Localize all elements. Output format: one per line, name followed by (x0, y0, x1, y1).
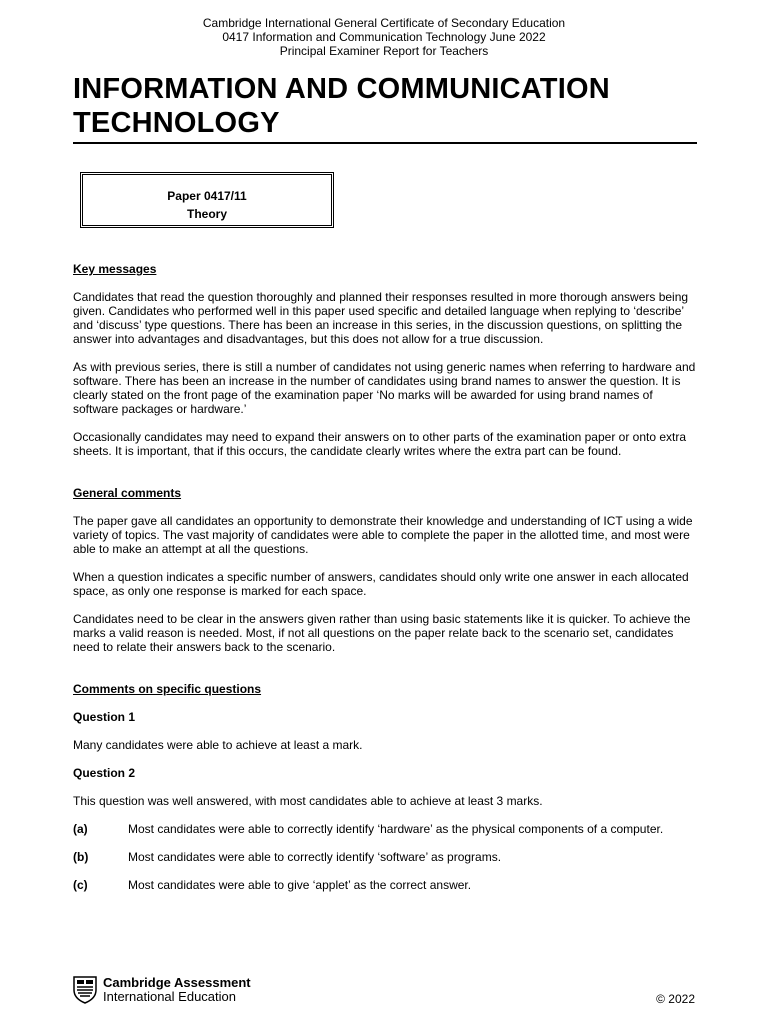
paper-code: Paper 0417/11 (167, 189, 247, 203)
key-messages-paragraph-1: Candidates that read the question thoroughly and planned their responses resulted in more thorough answers being given. Candidates who performed well in this paper used specific and detailed language when replying to ‘describe’ and ‘discuss’ type questions. There has been an increase in this series, in the discussion questions, on splitting the answer into advantages and disadvantages, but this does not allow for a true discussion. (73, 290, 689, 346)
title-line-1: INFORMATION AND COMMUNICATION (73, 73, 610, 105)
header-line-3: Principal Examiner Report for Teachers (279, 44, 489, 58)
header-line-1: Cambridge International General Certificate of Secondary Education (202, 16, 566, 30)
general-comments-paragraph-3: Candidates need to be clear in the answers given rather than using basic statements like it is quicker. To achieve the marks a valid reason is needed. Most, if not all questions on the paper relate back to the scenario set, candidates need to relate their answers back to the scenario. (73, 612, 691, 654)
question-2a-text: Most candidates were able to correctly identify ‘hardware’ as the physical components of a computer. (128, 822, 664, 836)
question-1-text: Many candidates were able to achieve at least a mark. (73, 738, 363, 752)
shield-icon (73, 976, 97, 1004)
key-messages-heading: Key messages (73, 262, 157, 276)
report-body (73, 262, 697, 892)
question-2b-label: (b) (73, 850, 89, 864)
logo-line-1: Cambridge Assessment (103, 975, 251, 990)
question-2c-label: (c) (73, 878, 88, 892)
question-2-heading: Question 2 (73, 766, 136, 780)
question-2a-label: (a) (73, 822, 88, 836)
specific-questions-heading: Comments on specific questions (73, 682, 262, 696)
general-comments-paragraph-1: The paper gave all candidates an opportunity to demonstrate their knowledge and understanding of ICT using a wide variety of topics. The vast majority of candidates were able to complete the paper in the allotted time, and most were able to make an attempt at all the questions. (73, 514, 693, 556)
general-comments-heading: General comments (73, 486, 182, 500)
key-messages-paragraph-2: As with previous series, there is still a number of candidates not using generic names when referring to hardware and software. There has been an increase in the number of candidates using brand names to answer the question. It is clearly stated on the front page of the examination paper ‘No marks will be awarded for using brand names of software packages or hardware.’ (73, 360, 696, 416)
question-2-text: This question was well answered, with most candidates able to achieve at least 3 marks. (73, 794, 543, 808)
copyright: © 2022 (656, 992, 695, 1006)
key-messages-paragraph-3: Occasionally candidates may need to expand their answers on to other parts of the examination paper or onto extra sheets. It is important, that if this occurs, the candidate clearly writes where the extra part can be found. (73, 430, 687, 458)
question-2b-text: Most candidates were able to correctly identify ‘software’ as programs. (128, 850, 502, 864)
question-2a (73, 822, 697, 836)
question-1-heading: Question 1 (73, 710, 136, 724)
general-comments-paragraph-2: When a question indicates a specific number of answers, candidates should only write one answer in each allocated space, as only one response is marked for each space. (73, 570, 689, 598)
question-2c (73, 878, 697, 892)
paper-info-box (80, 172, 334, 228)
cambridge-logo (73, 976, 251, 1004)
title-line-2: TECHNOLOGY (73, 107, 280, 139)
question-2c-text: Most candidates were able to give ‘applet’ as the correct answer. (128, 878, 472, 892)
paper-type: Theory (186, 207, 227, 221)
title-rule (73, 142, 697, 144)
page-title (73, 72, 697, 140)
question-2b (73, 850, 697, 864)
logo-line-2: International Education (103, 989, 236, 1004)
header-line-2: 0417 Information and Communication Technology June 2022 (222, 30, 546, 44)
report-header (0, 16, 768, 58)
